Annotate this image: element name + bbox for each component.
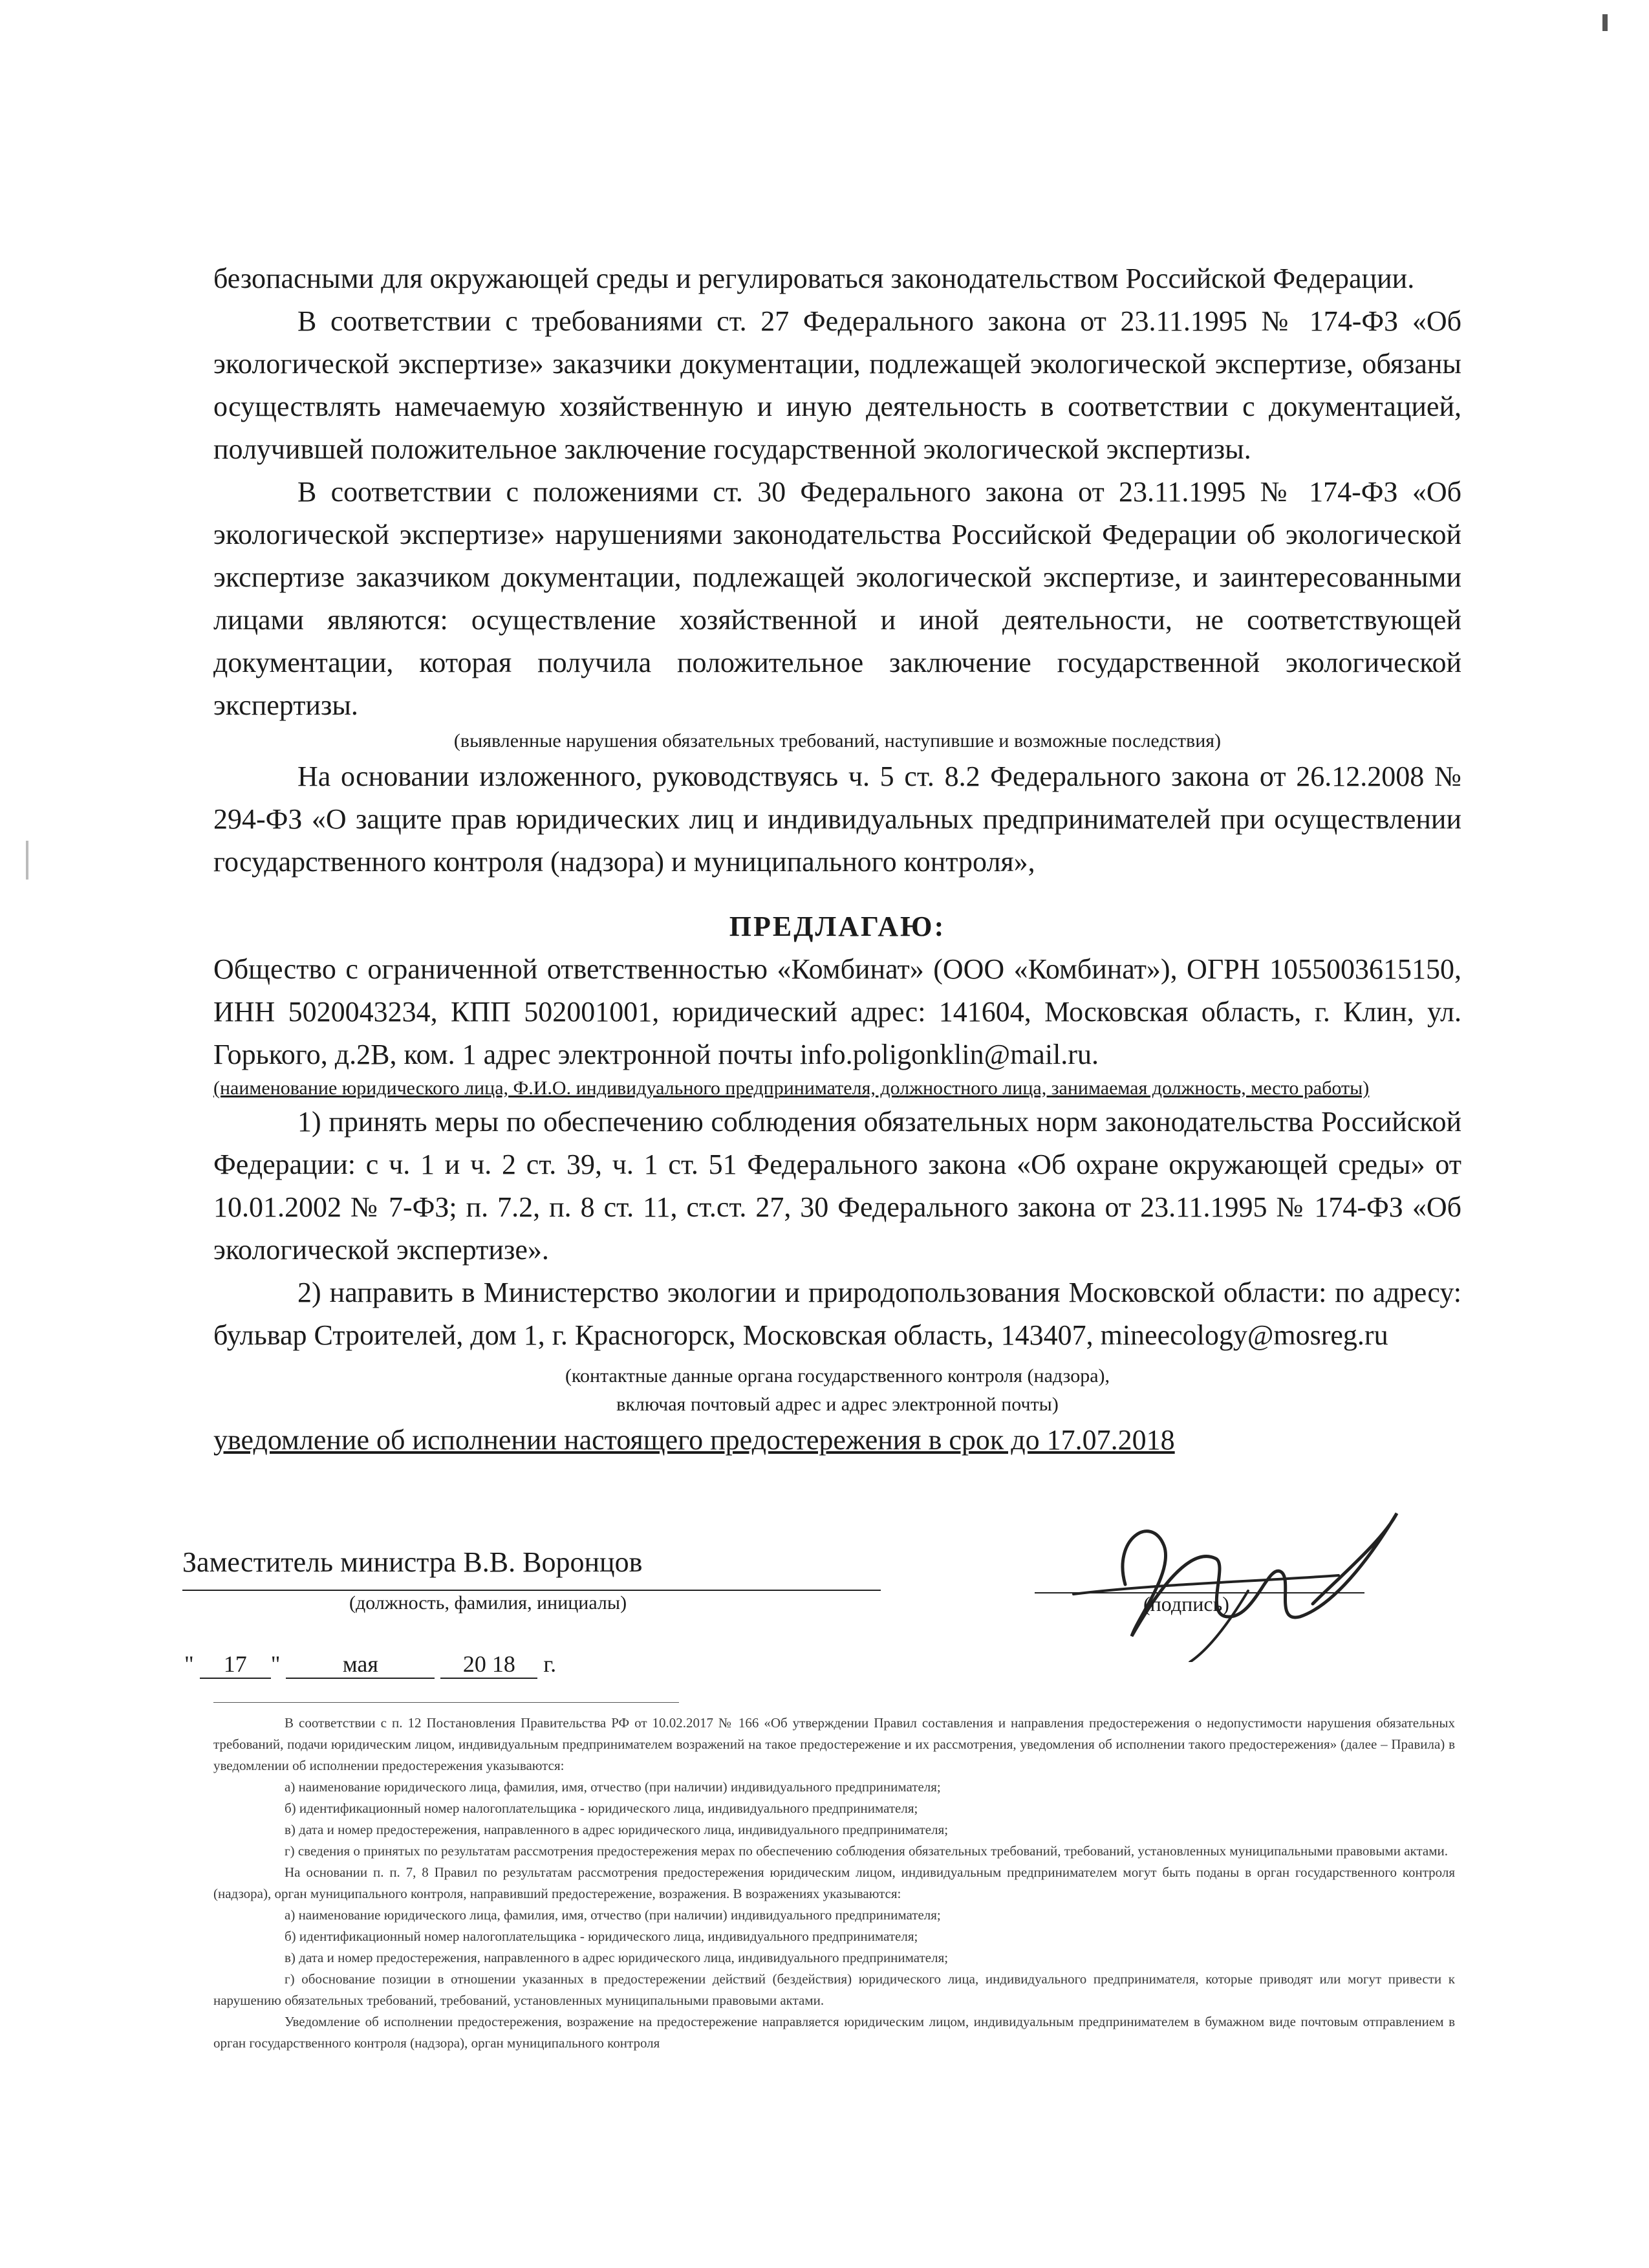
date-line (184, 1650, 556, 1679)
paragraph-addressee: Общество с ограниченной ответственностью «Комбинат» (ООО «Комбинат»), ОГРН 1055003615150, ИНН 5020043234, КПП 502001001, юридический адрес: 141604, Московская область, г. Клин, ул. Горького, д.2В, ком. 1 адрес электронной почты info.poligonklin@mail.ru. (213, 953, 1461, 1070)
notice-deadline: уведомление об исполнении настоящего предостережения в срок до 17.07.2018 (213, 1424, 1175, 1456)
paragraph-continued: безопасными для окружающей среды и регулироваться законодательством Российской Федерации. (213, 263, 1415, 294)
footnote-item-d: г) сведения о принятых по результатам рассмотрения предостережения мерах по обеспечению соблюдения обязательных требований, требований, установленных муниципальными правовыми актами. (285, 1843, 1448, 1859)
footnote-p1: В соответствии с п. 12 Постановления Правительства РФ от 10.02.2017 № 166 «Об утверждении Правил составления и направления предостережения о недопустимости нарушения обязательных требований, подачи юридическим лицом, индивидуальным предпринимателем возражений на такое предостережение и их рассмотрения, уведомления об исполнении такого предостережения» (далее – Правила) в уведомлении об исполнении предостережения указываются: (213, 1715, 1455, 1773)
footnote-item-c: в) дата и номер предостережения, направленного в адрес юридического лица, индивидуального предпринимателя; (285, 1822, 949, 1837)
footnote-item-a: а) наименование юридического лица, фамилия, имя, отчество (при наличии) индивидуального предпринимателя; (285, 1779, 941, 1795)
signature-caption: (подпись) (1143, 1592, 1229, 1615)
paragraph-item-2: 2) направить в Министерство экологии и природопользования Московской области: по адресу: бульвар Строителей, дом 1, г. Красногорск, Московская область, 143407, mineecology@mosreg.ru (213, 1277, 1461, 1351)
caption-addressee: (наименование юридического лица, Ф.И.О. индивидуального предпринимателя, должностного лица, занимаемая должность, место работы) (213, 1077, 1370, 1099)
heading-propose: ПРЕДЛАГАЮ: (729, 911, 946, 942)
paragraph-item-1: 1) принять меры по обеспечению соблюдения обязательных норм законодательства Российской Федерации: с ч. 1 и ч. 2 ст. 39, ч. 1 ст. 51 Федерального закона «Об охране окружающей среды» от 10.01.2002 № 7-ФЗ; п. 7.2, п. 8 ст. 11, ст.ст. 27, 30 Федерального закона от 23.11.1995 № 174-ФЗ «Об экологической экспертизе». (213, 1106, 1461, 1266)
footnote2-item-a: а) наименование юридического лица, фамилия, имя, отчество (при наличии) индивидуального предпринимателя; (285, 1907, 941, 1923)
caption-contacts-line-1: (контактные данные органа государственного контроля (надзора), (565, 1365, 1110, 1387)
caption-violations: (выявленные нарушения обязательных требований, наступившие и возможные последствия) (453, 730, 1222, 751)
signatory-position: Заместитель министра В.В. Воронцов (182, 1546, 643, 1578)
footnote (213, 1712, 1455, 2054)
footnote2-item-c: в) дата и номер предостережения, направленного в адрес юридического лица, индивидуального предпринимателя; (285, 1950, 949, 1965)
date-close-quote: " (270, 1651, 281, 1677)
date-suffix: г. (543, 1651, 557, 1677)
paragraph-article-30: В соответствии с положениями ст. 30 Федерального закона от 23.11.1995 № 174-ФЗ «Об экологической экспертизе» нарушениями законодательства Российской Федерации об экологической экспертизе заказчиком документации, подлежащей экологической экспертизе, и заинтересованными лицами являются: осуществление хозяйственной и иной деятельности, не соответствующей документации, которая получила положительное заключение государственной экологической экспертизы. (213, 476, 1461, 721)
date-open-quote: " (184, 1651, 194, 1677)
main-text (213, 257, 1461, 1462)
footnote-p3: Уведомление об исполнении предостережения, возражение на предостережение направляется юридическим лицом, индивидуальным предпринимателем в бумажном виде почтовым отправлением в орган государственного контроля (надзора), орган муниципального контроля (213, 2014, 1455, 2051)
footnote-p2: На основании п. п. 7, 8 Правил по результатам рассмотрения предостережения юридическим лицом, индивидуальным предпринимателем могут быть поданы в орган государственного контроля (надзора), орган муниципального контроля, направивший предостережение, возражения. В возражениях указываются: (213, 1864, 1455, 1901)
footnote-separator (213, 1702, 679, 1703)
signatory-caption: (должность, фамилия, инициалы) (349, 1592, 627, 1614)
date-month: мая (286, 1650, 435, 1679)
date-day: 17 (200, 1650, 271, 1679)
scan-speck-top-right (1602, 14, 1608, 31)
caption-contacts-line-2: включая почтовый адрес и адрес электронной почты) (616, 1394, 1059, 1415)
signatory-line (182, 1590, 881, 1591)
date-year: 20 18 (440, 1650, 537, 1679)
footnote-item-b: б) идентификационный номер налогоплательщика - юридического лица, индивидуального предпринимателя; (285, 1800, 918, 1816)
paragraph-basis: На основании изложенного, руководствуясь ч. 5 ст. 8.2 Федерального закона от 26.12.2008 № 294-ФЗ «О защите прав юридических лиц и индивидуальных предпринимателей при осуществлении государственного контроля (надзора) и муниципального контроля», (213, 761, 1461, 878)
paragraph-article-27: В соответствии с требованиями ст. 27 Федерального закона от 23.11.1995 № 174-ФЗ «Об экологической экспертизе» заказчики документации, подлежащей экологической экспертизе, обязаны осуществлять намечаемую хозяйственную и иную деятельность в соответствии с документацией, получившей положительное заключение государственной экологической экспертизы. (213, 305, 1461, 465)
handwritten-signature (1035, 1468, 1410, 1662)
footnote2-item-b: б) идентификационный номер налогоплательщика - юридического лица, индивидуального предпринимателя; (285, 1928, 918, 1944)
footnote2-item-d: г) обоснование позиции в отношении указанных в предостережении действий (бездействия) юридического лица, индивидуального предпринимателя, которые приводят или могут привести к нарушению обязательных требований, требований, установленных муниципальными правовыми актами. (213, 1971, 1455, 2008)
scan-speck-left (26, 841, 28, 880)
